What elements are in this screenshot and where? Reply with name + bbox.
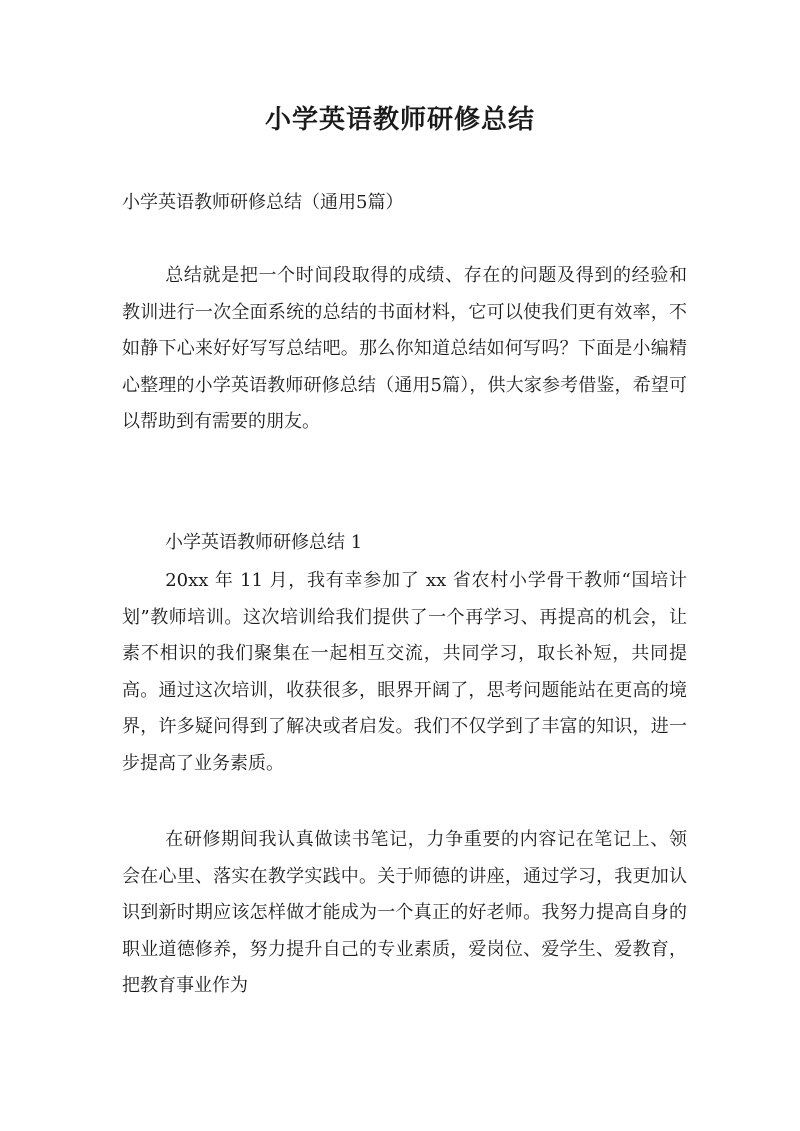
document-title: 小学英语教师研修总结 — [264, 105, 535, 135]
body-paragraph-1: 20xx 年 11 月，我有幸参加了 xx 省农村小学骨干教师“国培计划”教师培训。这次培训给我们提供了一个再学习、再提高的机会，让素不相识的我们聚集在一起相互交流，共同学习，取长补短，共同提高。通过这次培训，收获很多，眼界开阔了，思考问题能站在更高的境界，许多疑问得到了解决或者启发。我们不仅学到了丰富的知识，进一步提高了业务素质。 — [122, 570, 687, 774]
body-paragraph-2: 在研修期间我认真做读书笔记，力争重要的内容记在笔记上、领会在心里、落实在教学实践中。关于师德的讲座，通过学习，我更加认识到新时期应该怎样做才能成为一个真正的好老师。我努力提高自身的职业道德修养，努力提升自己的专业素质，爱岗位、爱学生、爱教育，把教育事业作为 — [122, 829, 687, 996]
intro-paragraph: 总结就是把一个时间段取得的成绩、存在的问题及得到的经验和教训进行一次全面系统的总结的书面材料，它可以使我们更有效率，不如静下心来好好写写总结吧。那么你知道总结如何写吗？下面是小编精心整理的小学英语教师研修总结（通用5篇），供大家参考借鉴，希望可以帮助到有需要的朋友。 — [122, 265, 687, 432]
section-title: 小学英语教师研修总结 1 — [165, 532, 363, 553]
document-subtitle: 小学英语教师研修总结（通用5篇） — [122, 192, 404, 213]
